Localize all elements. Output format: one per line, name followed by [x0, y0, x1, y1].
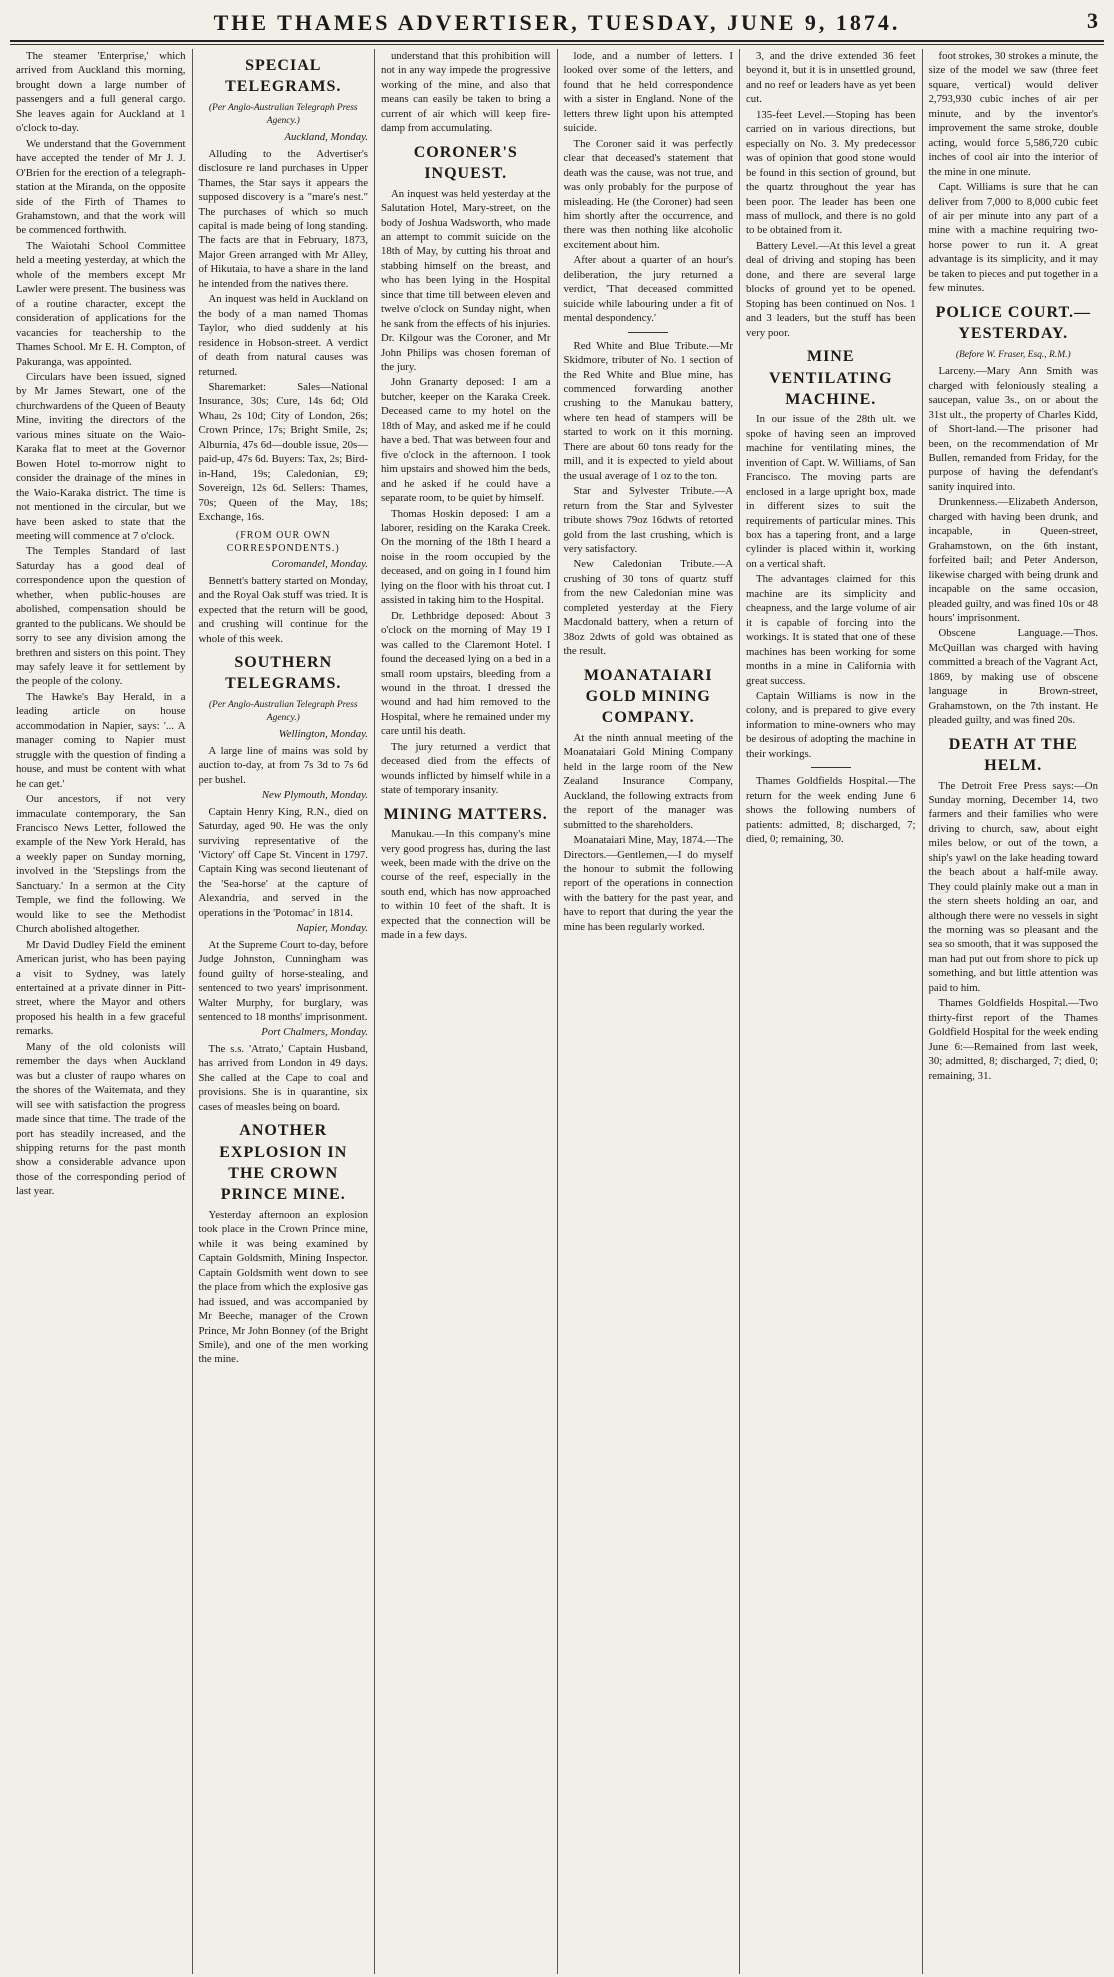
article-paragraph: Bennett's battery started on Monday, and the Royal Oak stuff was tried. It is expected that the return will be good, and crushing will continue for the whole of this week.: [198, 574, 368, 645]
article-paragraph: An inquest was held yesterday at the Salutation Hotel, Mary-street, on the body of Joshua Wadsworth, who made an attempt to commit suicide on the 18th of May, by cutting his throat and stabbing himself on the breast, and who has been lying in the Hospital since that time till between eleven and twelve o'clock on Sunday night, when he sank from the effects of his injuries. Dr. Kilgour was the Coroner, and Mr John Philips was chosen foreman of the jury.: [381, 187, 551, 374]
dateline: Coromandel, Monday.: [271, 558, 368, 571]
column-3: [375, 49, 558, 1974]
article-paragraph: Sharemarket: Sales—National Insurance, 30s; Cure, 14s 6d; Old Whau, 2s 10d; City of London, 26s; Crown Prince, 17s; Bright Smile, 2s; Alburnia, 47s 6d—double issue, 20s—paid-up, 47s 6d. Buyers: Tax, 2s; Bird-in-Hand, 19s; Caledonian, £9; Sovereign, 12s 6d. Sellers: Thames, 70s; Queen of the May, 18s; Exchange, 16s.: [198, 381, 368, 524]
article-paragraph: Red White and Blue Tribute.—Mr Skidmore, tributer of No. 1 section of the Red White and Blue mine, has commenced forwarding another crushing to the Manukau battery, where ten head of stampers will be started to work on it this morning. There are about 60 tons ready for the mill, and it is expected to yield about the usual average of 1 oz to the ton.: [563, 339, 733, 482]
article-headline: CORONER'S INQUEST.: [413, 143, 518, 183]
article-paragraph: understand that this prohibition will not in any way impede the progressive working of the mine, and also that means can easily be taken to bring a current of air which will keep fire-damp from accumulating.: [381, 50, 551, 135]
article-headline: MOANATAIARI GOLD MINING COMPANY.: [583, 666, 713, 727]
article-paragraph: The Hawke's Bay Herald, in a leading article on house accommodation in Napier, says: '... A manager coming to Napier must struggle with the question of finding a house, and must be content with what he can get.': [16, 690, 186, 790]
columns: [10, 49, 1104, 1974]
article-headline: MINING MATTERS.: [383, 805, 548, 823]
article-subhead: (Per Anglo-Australian Telegraph Press Agency.): [208, 102, 358, 126]
article-paragraph: Star and Sylvester Tribute.—A return from the Star and Sylvester tribute shows 79oz 16dwts of retorted gold from the last crushing, which is very satisfactory.: [563, 485, 733, 555]
article-paragraph: After about a quarter of an hour's deliberation, the jury returned a verdict, 'That deceased committed suicide while labouring under a fit of mental despondency.': [563, 254, 733, 325]
article-subhead: (Per Anglo-Australian Telegraph Press Agency.): [208, 699, 358, 723]
article-paragraph: Dr. Lethbridge deposed: About 3 o'clock on the morning of May 19 I was called to the Claremont Hotel. I found the deceased lying on a bed in a small room upstairs, bleeding from a wound in the throat. I dressed the wound and had him removed to the Hospital, where he remained under my care until his death.: [381, 609, 551, 738]
article-paragraph: The jury returned a verdict that deceased died from the effects of wounds inflicted by himself while in a state of temporary insanity.: [381, 740, 551, 797]
article-headline: POLICE COURT.—YESTERDAY.: [935, 303, 1091, 343]
article-paragraph: Thames Goldfields Hospital.—Two thirty-first report of the Thames Goldfield Hospital for the week ending June 6:—Remained from last week, 30; admitted, 8; discharged, 7; died, 0; remaining, 31.: [928, 997, 1098, 1082]
column-2: [193, 49, 376, 1974]
masthead-rule: [10, 44, 1104, 45]
column-6: [923, 49, 1105, 1974]
article-paragraph: At the Supreme Court to-day, before Judge Johnston, Cunningham was found guilty of horse-stealing, and sentenced to two years' imprisonment. Walter Murphy, for burglary, was sentenced to 18 months' imprisonment.: [198, 938, 368, 1023]
article-paragraph: Yesterday afternoon an explosion took place in the Crown Prince mine, while it was being examined by Captain Goldsmith, Mining Inspector. Captain Goldsmith went down to see the place from which the explosive gas had issued, and was accompanied by Mr Beeche, manager of the Crown Prince, Mr John Bonney (of the Bright Smile), and one of the men working the mine.: [198, 1208, 368, 1366]
article-paragraph: The Waiotahi School Committee held a meeting yesterday, at which the whole of the members except Mr Lawler were present. The business was of a routine character, except the consideration of applications for the vacancies for teachership to the Thames School. Mr E. H. Compton, of Pakuranga, was appointed.: [16, 239, 186, 368]
article-paragraph: The advantages claimed for this machine are its simplicity and cheapness, and the large volume of air it is capable of forcing into the workings. It is stated that one of these machines has been working for some months in a mine in California with great success.: [746, 573, 916, 687]
article-paragraph: Drunkenness.—Elizabeth Anderson, charged with having been drunk, and incapable, in Queen-street, Grahamstown, on the 6th instant, forfeited bail; and Peter Anderson, likewise charged with being drunk and incapable on the same occasion, pleaded guilty, and was fined 10s or 48 hours' imprisonment.: [928, 496, 1098, 624]
article-headline: SPECIAL TELEGRAMS.: [225, 57, 342, 96]
article-paragraph: lode, and a number of letters. I looked over some of the letters, and found that he held correspondence with a sister in England. None of the letters threw light upon his attempted suicide.: [563, 50, 733, 135]
article-headline: SOUTHERN TELEGRAMS.: [225, 654, 342, 693]
article-paragraph: Circulars have been issued, signed by Mr James Stewart, one of the churchwardens of the Queen of Beauty Mine, inviting the directors of the various mines situate on the Waio-Karaka flat to meet at the Governor Bowen Hotel to-morrow night to consider the drainage of the mines in the Waio-Karaka district. The time is not mentioned in the circular, but we have been asked to state that the meeting will commence at 7 o'clock.: [16, 370, 186, 542]
dateline: Auckland, Monday.: [284, 131, 368, 144]
article-paragraph: Captain Henry King, R.N., died on Saturday, aged 90. He was the only surviving representative of the 'Victory' off Cape St. Vincent in 1797. Captain King was second lieutenant of the 'Sea-horse' at the capture of Alexandria, and served in the operations in the 'Potomac' in 1814.: [198, 805, 368, 919]
article-paragraph: Mr David Dudley Field the eminent American jurist, who has been paying a visit to Sydney, was lately entertained at a private dinner in Pitt-street, where the Mayor and others proposed his health in a few graceful remarks.: [16, 938, 186, 1038]
separator-rule: [811, 767, 851, 768]
dateline: Port Chalmers, Monday.: [261, 1026, 368, 1039]
article-headline: DEATH AT THE HELM.: [948, 735, 1078, 775]
dateline: Napier, Monday.: [296, 922, 368, 935]
article-paragraph: Many of the old colonists will remember the days when Auckland was but a cluster of raupo whares on the shores of the Waitemata, and they will see with satisfaction the progress made since that time. The trade of the port has steadily increased, and the shipping returns for the past month show a considerable advance upon those of the corresponding period of last year.: [16, 1040, 186, 1198]
column-1: [10, 49, 193, 1974]
separator-rule: [628, 332, 668, 333]
article-paragraph: Manukau.—In this company's mine very good progress has, during the last week, been made with the drive on the course of the reef, especially in the south end, which has now approached to within 10 feet of the shaft. It is expected that the connection will be made in a few days.: [381, 828, 551, 942]
dateline: Wellington, Monday.: [278, 728, 368, 741]
article-paragraph: The Temples Standard of last Saturday has a good deal of correspondence upon the question of whether, when public-houses are abolished, compensation should be granted to the publicans. We should be sorry to see any division among the brethren and sisters on this point. They may safely leave it for settlement by the people of the colony.: [16, 545, 186, 688]
page-number: 3: [1087, 8, 1098, 33]
article-paragraph: foot strokes, 30 strokes a minute, the size of the model we saw (three feet square, vertical) would deliver 2,793,930 cubic inches of air per minute, and by the inventor's improvement the same stroke, double acting, would force 5,586,720 cubic inches of cool air into the interior of the mine in one minute.: [928, 50, 1098, 178]
masthead: [10, 6, 1104, 42]
article-paragraph: Our ancestors, if not very immaculate contemporary, the San Francisco News Letter, followed the example of the New York Herald, has a weekly paper on Sunday morning, involved in the 'Stepslings from the Sanctuary.' In a sermon at the City Temple, we find the following. We would like to see the Methodist Church abolished altogether.: [16, 793, 186, 936]
article-paragraph: Battery Level.—At this level a great deal of driving and stoping has been done, and there are several large blocks of ground yet to be opened. Stoping has been continued on Nos. 1 and 3 leaders, but the stuff has been very poor.: [746, 239, 916, 339]
dateline: New Plymouth, Monday.: [261, 789, 368, 802]
article-headline: ANOTHER EXPLOSION IN THE CROWN PRINCE MINE.: [219, 1122, 348, 1204]
article-paragraph: At the ninth annual meeting of the Moanataiari Gold Mining Company held in the large room of the New Zealand Insurance Company, Auckland, the following extracts from the report of the manager was submitted to the shareholders.: [563, 731, 733, 831]
article-paragraph: The steamer 'Enterprise,' which arrived from Auckland this morning, brought down a large number of passengers and a full general cargo. She leaves again for Auckland at 1 o'clock to-day.: [16, 50, 186, 135]
article-paragraph: John Granarty deposed: I am a butcher, keeper on the Karaka Creek. Deceased came to my hotel on the 18th of May, and asked me if he could have a bed. That was between four and five o'clock in the afternoon. I took him upstairs and showed him the beds, and he asked if he could have a separate room, to be quiet by himself.: [381, 376, 551, 505]
article-paragraph: An inquest was held in Auckland on the body of a man named Thomas Taylor, who died suddenly at his residence in Hobson-street. A verdict of death from natural causes was returned.: [198, 293, 368, 378]
article-paragraph: Obscene Language.—Thos. McQuillan was charged with having committed a breach of the Vagrant Act, 1869, by making use of obscene language in Brown-street, Grahamstown, on the 7th instant. He pleaded guilty, and was fined 20s.: [928, 627, 1098, 727]
article-paragraph: The s.s. 'Atrato,' Captain Husband, has arrived from London in 49 days. She called at the Cape to coal and provisions. She is in quarantine, six cases of measles being on board.: [198, 1042, 368, 1113]
article-paragraph: 3, and the drive extended 36 feet beyond it, but it is in unsettled ground, and no reef or leaders have as yet been cut.: [746, 50, 916, 106]
article-paragraph: We understand that the Government have accepted the tender of Mr J. J. O'Brien for the erection of a telegraph-station at the Miranda, on the opposite side of the Firth of Thames to Grahamstown, and that the work will be commenced forthwith.: [16, 137, 186, 237]
article-subhead: (Before W. Fraser, Esq., R.M.): [955, 349, 1071, 360]
article-headline: MINE VENTILATING MACHINE.: [768, 348, 893, 408]
article-paragraph: The Detroit Free Press says:—On Sunday morning, December 14, two farmers and their families who were driving to church, saw, about eight miles below, or out of the town, a ship's yawl on the lake heading toward the beach about a half-mile away. They could plainly make out a man in the stern sheets holding an oar, and although there were no vessels in sight the morning was so pleasant and the sea so smooth, that it was supposed the man had put out from shore to pick up something, and but little attention was paid to him.: [928, 779, 1098, 994]
article-paragraph: 135-feet Level.—Stoping has been carried on in various directions, but especially on No. 3. My predecessor was of opinion that good stone would be found in this section of ground, but the quartz throughout the year has been poor. The leader has been one mass of mullock, and there is no gold to be obtained from it.: [746, 108, 916, 237]
section-subhead: (FROM OUR OWN CORRESPONDENTS.): [226, 529, 340, 554]
article-paragraph: Thomas Hoskin deposed: I am a laborer, residing on the Karaka Creek. On the morning of the 18th I heard a noise in the room occupied by the deceased, and on going in I found him lying on the floor with his throat cut. I assisted in taking him to the Hospital.: [381, 507, 551, 607]
article-paragraph: Capt. Williams is sure that he can deliver from 7,000 to 8,000 cubic feet of air per minute into any part of a mine with a machine requiring two-horse power to run it. A great advantage is its simplicity, and it may be taken to pieces and put together in a few minutes.: [928, 181, 1098, 295]
article-paragraph: Captain Williams is now in the colony, and is prepared to give every information to mine-owners who may be desirous of adopting the machine in their workings.: [746, 689, 916, 760]
masthead-title: THE THAMES ADVERTISER, TUESDAY, JUNE 9, 1874.: [213, 10, 901, 35]
column-4: [558, 49, 741, 1974]
article-paragraph: The Coroner said it was perfectly clear that deceased's statement that death was the cause, was not true, and was only probably for the purpose of misleading. He (the Coroner) had seen him shortly after the occurrence, and there was then nothing like alcoholic excitement about him.: [563, 137, 733, 251]
article-paragraph: Moanataiari Mine, May, 1874.—The Directors.—Gentlemen,—I do myself the honour to submit the following report of the operations in connection with the battery for the past year, and have to report that during the year the mine has been regularly worked.: [563, 834, 733, 933]
column-5: [740, 49, 923, 1974]
article-paragraph: New Caledonian Tribute.—A crushing of 30 tons of quartz stuff from the new Caledonian mine was completed yesterday at the Fiery Macdonald battery, when a return of 38oz 2dwts of gold was obtained as the result.: [563, 558, 733, 658]
article-paragraph: In our issue of the 28th ult. we spoke of having seen an improved machine for ventilating mines, the invention of Capt. W. Williams, of San Francisco. The moving parts are enclosed in a large upright box, made in different sizes to suit the requirements of particular mines. This box has a tapering front, and a large cylinder is placed within it, working on a vertical shaft.: [746, 413, 916, 570]
article-paragraph: A large line of mains was sold by auction to-day, at from 7s 3d to 7s 6d per bushel.: [198, 744, 368, 786]
article-paragraph: Thames Goldfields Hospital.—The return for the week ending June 6 shows the following numbers of patients: admitted, 8; discharged, 7; died, 0; remaining, 30.: [746, 775, 916, 846]
article-paragraph: Alluding to the Advertiser's disclosure re land purchases in Upper Thames, the Star says it appears the supposed discovery is a "mare's nest." The purchases of which so much capital is made being of long standing. The facts are that in February, 1873, Major Green arranged with Mr Alley, of Hikutaia, to have a share in the land he intended from the natives there.: [198, 147, 368, 290]
article-paragraph: Larceny.—Mary Ann Smith was charged with feloniously stealing a saucepan, value 3s., on or about the 31st ult., the property of Charles Kidd, of Short-land.—The prisoner had been, on the recommendation of Mr Bullen, remanded from Friday, for the purpose of having the defendant's sanity inquired into.: [928, 365, 1098, 493]
